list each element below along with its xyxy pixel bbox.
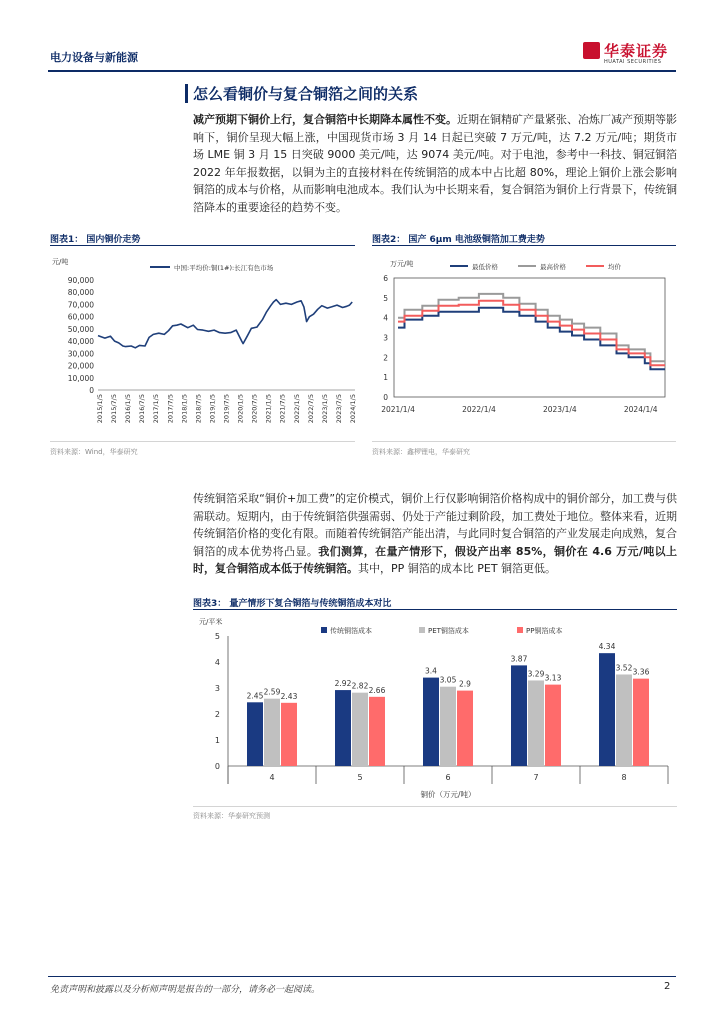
fig2-xtick-label: 2023/1/4 bbox=[542, 405, 577, 414]
brand-logo-icon bbox=[583, 42, 600, 59]
fig2-source-rule bbox=[372, 441, 676, 442]
fig1-xtick-label: 2016/7/5 bbox=[138, 394, 147, 424]
fig3-legend-label: PP铜箔成本 bbox=[526, 627, 563, 635]
fig3-data-label: 2.45 bbox=[246, 691, 264, 701]
fig2-xtick-label: 2021/1/4 bbox=[381, 405, 415, 414]
fig3-bar bbox=[457, 691, 473, 766]
fig3-category-label: 6 bbox=[445, 773, 451, 782]
fig1-source-rule bbox=[50, 441, 355, 442]
fig3-data-label: 3.87 bbox=[510, 654, 528, 664]
paragraph-2-body2: 其中，PP 铜箔的成本比 PET 铜箔更低。 bbox=[358, 562, 557, 575]
fig3-ytick-label: 1 bbox=[214, 736, 220, 745]
fig3-source-rule bbox=[193, 806, 677, 807]
fig3-category-label: 5 bbox=[357, 773, 363, 782]
fig2-legend-label: 最高价格 bbox=[540, 263, 566, 271]
fig2-ytick-label: 0 bbox=[383, 393, 388, 402]
fig2-ytick-label: 5 bbox=[383, 293, 388, 303]
fig2-series-line bbox=[398, 308, 665, 369]
fig3-data-label: 2.9 bbox=[459, 679, 471, 689]
title-marker bbox=[185, 84, 188, 103]
fig3-bar bbox=[369, 697, 385, 766]
fig3-ytick-label: 4 bbox=[214, 658, 220, 667]
fig2-series-line bbox=[398, 301, 665, 366]
paragraph-2-bold: 我们测算，在量产情形下，假设产出率 85%，铜价在 4.6 万元/吨以上时，复合铜箔成本低于传统铜箔。 bbox=[193, 544, 678, 575]
fig2-title: 图表2： 国产 6μm 电池级铜箔加工费走势 bbox=[372, 235, 545, 245]
fig3-data-label: 2.66 bbox=[368, 685, 386, 695]
fig2-source: 资料来源：鑫椤锂电，华泰研究 bbox=[372, 448, 470, 456]
fig1-xtick-label: 2023/1/5 bbox=[320, 394, 329, 424]
fig1-ytick-label: 30,000 bbox=[67, 349, 94, 359]
fig3-bar bbox=[423, 678, 439, 766]
paragraph-2-body1: 传统铜箔采取“铜价+加工费”的定价模式，铜价上行仅影响铜箔价格构成中的铜价部分，加工费与供需联动。短期内，由于传统铜箔供强需弱、仍处于产能过剩阶段，加工费处于地位。整体来看，近期传统铜箔价格的变化有限。而随着传统铜箔产能出清，与此同时复合铜箔的产业发展走向成熟，复合铜箔的成本优势将凸显。 bbox=[193, 492, 677, 558]
footer-rule bbox=[48, 976, 676, 977]
fig2-legend-label: 均价 bbox=[608, 263, 621, 271]
fig3-data-label: 2.59 bbox=[263, 687, 281, 697]
fig1-xtick-label: 2017/1/5 bbox=[152, 394, 161, 424]
fig3-ytick-label: 2 bbox=[214, 710, 220, 719]
fig1-title: 图表1： 国内铜价走势 bbox=[50, 235, 141, 245]
fig2-series-line bbox=[398, 294, 665, 361]
fig1-legend-label: 中国:平均价:铜(1#):长江有色市场 bbox=[174, 264, 274, 272]
fig1-xtick-label: 2023/7/5 bbox=[334, 394, 343, 424]
fig1-xtick-label: 2022/7/5 bbox=[306, 394, 315, 424]
fig3-data-label: 3.29 bbox=[527, 669, 545, 679]
fig3-legend-swatch bbox=[419, 627, 425, 633]
fig1-ylabel: 元/吨 bbox=[52, 258, 69, 266]
fig3-data-label: 3.52 bbox=[615, 663, 633, 673]
fig1-ytick-label: 70,000 bbox=[67, 300, 94, 310]
fig1-xtick-label: 2020/7/5 bbox=[250, 394, 259, 424]
fig1-xtick-label: 2017/7/5 bbox=[166, 394, 175, 424]
fig1-title-rule bbox=[50, 245, 355, 246]
fig1-xtick-label: 2021/7/5 bbox=[278, 394, 287, 424]
fig1-series-line bbox=[98, 300, 352, 348]
fig2-title-rule bbox=[372, 245, 676, 246]
fig3-data-label: 2.92 bbox=[334, 679, 352, 689]
fig1-xtick-label: 2019/1/5 bbox=[208, 394, 217, 424]
fig2-ytick-label: 6 bbox=[383, 274, 388, 283]
fig2-ytick-label: 3 bbox=[383, 333, 388, 343]
fig1-ytick-label: 90,000 bbox=[67, 276, 94, 285]
fig3-legend-label: PET铜箔成本 bbox=[428, 627, 469, 635]
fig3-bar bbox=[247, 702, 263, 766]
fig1-ytick-label: 20,000 bbox=[67, 361, 94, 371]
paragraph-1-body: 近期在铜精矿产量紧张、冶炼厂减产预期等影响下，铜价呈现大幅上涨，中国现货市场 3 月 14 日起已突破 7 万元/吨，达 7.2 万元/吨；期货市场 LME 铜 3 月 15 日突破 9000 美元/吨，达 9074 美元/吨。对于电池，参考中一科技、铜冠铜箔 2022 年年报数据，以铜为主的直接材料在传统铜箔的成本中占比超 80%，理论上铜价上涨会影响铜箔的成本与价格，从而影响电池成本。我们认为中长期来看，复合铜箔为铜价上行背景下，传统铜箔降本的重要途径的趋势不变。 bbox=[193, 113, 677, 214]
fig3-title: 图表3： 量产情形下复合铜箔与传统铜箔成本对比 bbox=[193, 599, 392, 609]
fig3-bar bbox=[511, 665, 527, 766]
footer-disclaimer: 免责声明和披露以及分析师声明是报告的一部分，请务必一起阅读。 bbox=[50, 985, 321, 995]
fig1-xtick-label: 2022/1/5 bbox=[292, 394, 301, 424]
fig3-title-rule bbox=[193, 609, 677, 610]
fig1-ytick-label: 0 bbox=[89, 386, 94, 395]
fig2-ytick-label: 4 bbox=[383, 313, 388, 323]
brand-name-en: HUATAI SECURITIES bbox=[604, 59, 662, 65]
fig1-ytick-label: 60,000 bbox=[67, 312, 94, 322]
fig3-data-label: 3.36 bbox=[632, 667, 650, 677]
fig3-data-label: 2.43 bbox=[280, 691, 298, 701]
fig3-bar bbox=[440, 687, 456, 766]
fig3-bar bbox=[599, 653, 615, 766]
fig3-legend-swatch bbox=[517, 627, 523, 633]
fig1-xtick-label: 2021/1/5 bbox=[264, 394, 273, 424]
fig1-source: 资料来源：Wind，华泰研究 bbox=[50, 448, 138, 456]
paragraph-1 bbox=[193, 111, 677, 216]
brand-name: 华泰证券 bbox=[604, 42, 669, 60]
fig3-bar bbox=[616, 674, 632, 766]
fig2-ylabel: 万元/吨 bbox=[390, 260, 414, 268]
fig3-data-label: 3.4 bbox=[425, 666, 437, 676]
fig2-xtick-label: 2024/1/4 bbox=[623, 405, 658, 414]
paragraph-1-lead: 减产预期下铜价上行，复合铜箔中长期降本属性不变。 bbox=[193, 113, 457, 126]
fig3-category-label: 8 bbox=[621, 773, 627, 782]
fig1-chart bbox=[50, 250, 360, 438]
header-rule bbox=[48, 70, 676, 72]
fig3-data-label: 3.05 bbox=[439, 675, 457, 685]
fig1-xtick-label: 2016/1/5 bbox=[124, 394, 133, 424]
fig3-source: 资料来源：华泰研究预测 bbox=[193, 812, 270, 820]
fig2-xtick-label: 2022/1/4 bbox=[462, 405, 496, 414]
fig1-xtick-label: 2020/1/5 bbox=[236, 394, 245, 424]
fig3-bar bbox=[528, 680, 544, 766]
fig3-legend-swatch bbox=[321, 627, 327, 633]
page-number: 2 bbox=[664, 981, 671, 992]
fig3-data-label: 4.34 bbox=[598, 642, 616, 652]
fig3-bar bbox=[335, 690, 351, 766]
fig2-chart bbox=[370, 250, 678, 438]
fig3-ytick-label: 3 bbox=[214, 684, 220, 693]
fig3-ytick-label: 0 bbox=[214, 762, 220, 771]
report-section: 电力设备与新能源 bbox=[50, 51, 138, 64]
fig1-ytick-label: 80,000 bbox=[67, 288, 94, 298]
fig1-xtick-label: 2024/1/5 bbox=[349, 394, 357, 424]
fig3-bar bbox=[281, 703, 297, 766]
fig3-category-label: 4 bbox=[269, 773, 275, 782]
fig3-bar bbox=[352, 693, 368, 766]
fig3-data-label: 2.82 bbox=[351, 681, 369, 691]
page-title: 怎么看铜价与复合铜箔之间的关系 bbox=[193, 85, 419, 103]
fig3-category-label: 7 bbox=[533, 773, 539, 782]
fig1-xtick-label: 2018/1/5 bbox=[180, 394, 189, 424]
fig2-plot-frame bbox=[394, 278, 665, 397]
fig1-xtick-label: 2019/7/5 bbox=[222, 394, 231, 424]
fig3-legend-label: 传统铜箔成本 bbox=[330, 627, 372, 635]
fig2-legend-label: 最低价格 bbox=[472, 263, 498, 271]
fig3-chart bbox=[193, 612, 677, 804]
fig1-xtick-label: 2015/7/5 bbox=[110, 394, 119, 424]
fig3-ylabel: 元/平米 bbox=[199, 618, 223, 626]
fig1-xtick-label: 2015/1/5 bbox=[96, 394, 104, 424]
paragraph-2 bbox=[193, 490, 677, 578]
fig3-bar bbox=[264, 699, 280, 766]
fig1-ytick-label: 40,000 bbox=[67, 337, 94, 347]
fig2-ytick-label: 2 bbox=[383, 353, 388, 363]
fig2-ytick-label: 1 bbox=[383, 373, 388, 383]
fig1-ytick-label: 50,000 bbox=[67, 324, 94, 334]
fig3-bar bbox=[545, 685, 561, 766]
fig3-bar bbox=[633, 679, 649, 766]
fig3-ytick-label: 5 bbox=[214, 632, 220, 641]
fig3-xlabel: 铜价（万元/吨） bbox=[420, 790, 476, 799]
fig1-ytick-label: 10,000 bbox=[67, 373, 94, 383]
fig3-data-label: 3.13 bbox=[544, 673, 562, 683]
fig1-xtick-label: 2018/7/5 bbox=[194, 394, 203, 424]
